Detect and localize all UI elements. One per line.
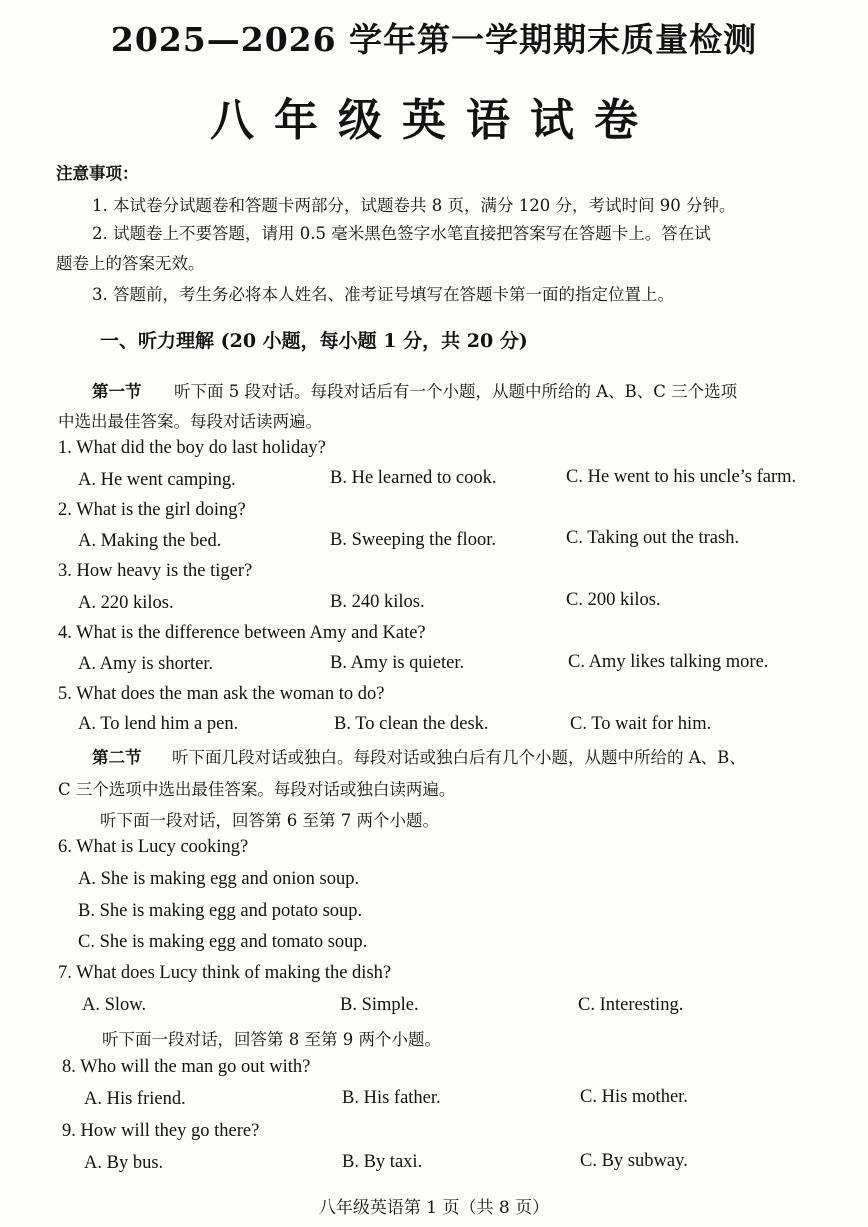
option-5a: A. To lend him a pen. <box>78 714 239 734</box>
option-8c: C. His mother. <box>580 1087 688 1107</box>
question-4: 4. What is the difference between Amy and Kate? <box>58 623 426 643</box>
option-6b: B. She is making egg and potato soup. <box>78 901 363 921</box>
option-3a: A. 220 kilos. <box>78 593 174 613</box>
part1-instruction-cont: 中选出最佳答案。每段对话读两遍。 <box>58 412 322 431</box>
option-1c: C. He went to his uncle’s farm. <box>566 467 797 487</box>
notes-item-2-cont: 题卷上的答案无效。 <box>56 254 205 273</box>
question-3: 3. How heavy is the tiger? <box>58 561 253 581</box>
option-8a: A. His friend. <box>84 1089 186 1109</box>
notes-item-2: 2. 试题卷上不要答题，请用 0.5 毫米黑色签字水笔直接把答案写在答题卡上。答在试 <box>92 224 711 243</box>
question-7: 7. What does Lucy think of making the dish? <box>58 963 392 983</box>
option-7a: A. Slow. <box>82 995 147 1015</box>
option-5c: C. To wait for him. <box>570 714 712 734</box>
part2-label: 第二节 <box>92 748 142 767</box>
part1-instruction: 听下面 5 段对话。每段对话后有一个小题，从题中所给的 A、B、C 三个选项 <box>174 382 738 401</box>
section-heading: 一、听力理解 (20 小题，每小题 1 分，共 20 分) <box>100 330 528 352</box>
exam-title: 2025—2026 学年第一学期期末质量检测 <box>110 20 758 59</box>
option-2c: C. Taking out the trash. <box>566 528 740 548</box>
option-9c: C. By subway. <box>580 1151 688 1171</box>
option-2b: B. Sweeping the floor. <box>330 530 496 550</box>
question-5: 5. What does the man ask the woman to do? <box>58 684 385 704</box>
notes-item-1: 1. 本试卷分试题卷和答题卡两部分，试题卷共 8 页，满分 120 分，考试时间 90 分钟。 <box>92 196 736 215</box>
dialog-instruction-6-7: 听下面一段对话，回答第 6 至第 7 两个小题。 <box>100 811 439 830</box>
page-footer: 八年级英语第 1 页（共 8 页） <box>318 1198 550 1218</box>
option-9a: A. By bus. <box>84 1153 164 1173</box>
option-1b: B. He learned to cook. <box>330 468 497 488</box>
option-6a: A. She is making egg and onion soup. <box>78 869 360 889</box>
option-9b: B. By taxi. <box>342 1152 423 1172</box>
option-4a: A. Amy is shorter. <box>78 654 214 674</box>
question-8: 8. Who will the man go out with? <box>62 1057 311 1077</box>
notes-item-3: 3. 答题前，考生务必将本人姓名、准考证号填写在答题卡第一面的指定位置上。 <box>92 285 674 304</box>
exam-subtitle: 八年级英语试卷 <box>210 95 658 146</box>
option-5b: B. To clean the desk. <box>334 714 489 734</box>
option-7c: C. Interesting. <box>578 995 684 1015</box>
option-8b: B. His father. <box>342 1088 441 1108</box>
dialog-instruction-8-9: 听下面一段对话，回答第 8 至第 9 两个小题。 <box>102 1030 441 1049</box>
part2-instruction-cont: C 三个选项中选出最佳答案。每段对话或独白读两遍。 <box>58 780 456 799</box>
option-4b: B. Amy is quieter. <box>330 653 465 673</box>
option-4c: C. Amy likes talking more. <box>568 652 769 672</box>
question-2: 2. What is the girl doing? <box>58 500 246 520</box>
option-7b: B. Simple. <box>340 995 419 1015</box>
option-3c: C. 200 kilos. <box>566 590 661 610</box>
notes-heading: 注意事项： <box>56 164 139 183</box>
part1-label: 第一节 <box>92 382 142 401</box>
question-6: 6. What is Lucy cooking? <box>58 837 249 857</box>
option-1a: A. He went camping. <box>78 470 236 490</box>
option-3b: B. 240 kilos. <box>330 592 425 612</box>
question-1: 1. What did the boy do last holiday? <box>58 438 326 458</box>
option-6c: C. She is making egg and tomato soup. <box>78 932 368 952</box>
question-9: 9. How will they go there? <box>62 1121 260 1141</box>
option-2a: A. Making the bed. <box>78 531 222 551</box>
part2-instruction: 听下面几段对话或独白。每段对话或独白后有几个小题，从题中所给的 A、B、 <box>172 748 746 767</box>
